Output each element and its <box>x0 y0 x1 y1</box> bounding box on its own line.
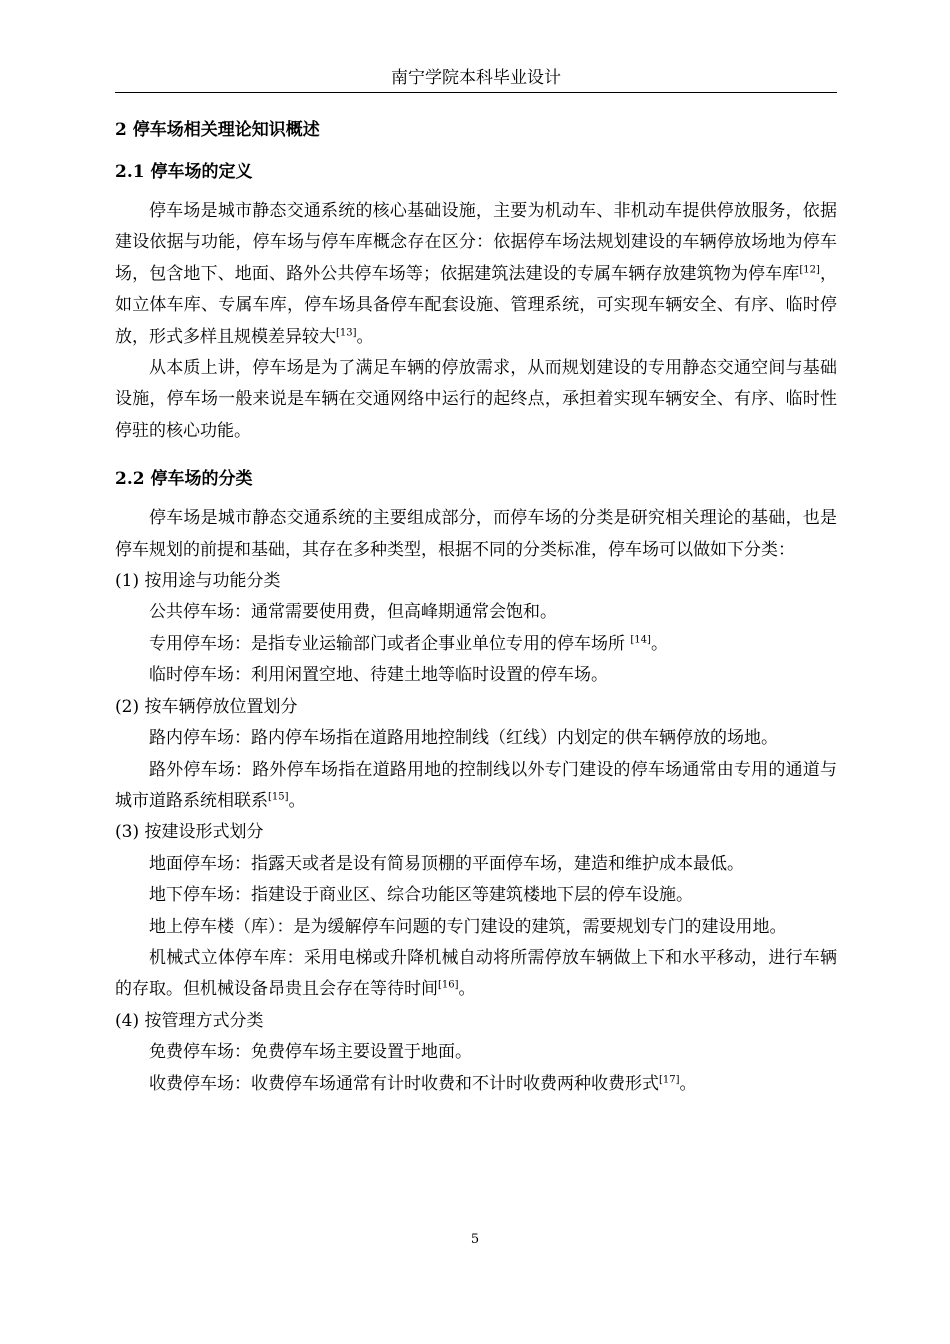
page-number: 5 <box>470 1232 480 1247</box>
category-2-item-offstreet <box>115 755 837 818</box>
section-title-definition: 2.1 停车场的定义 <box>115 162 253 182</box>
text: 收费停车场：收费停车场通常有计时收费和不计时收费两种收费形式 <box>149 1073 659 1094</box>
section-title-classification: 2.2 停车场的分类 <box>115 469 253 490</box>
text: 。 <box>458 979 476 1000</box>
category-4-item-paid <box>115 1069 837 1100</box>
citation-17[interactable]: [17] <box>659 1073 680 1085</box>
category-3-item-underground: 地下停车场：指建设于商业区、综合功能区等建筑楼地下层的停车设施。 <box>149 885 693 906</box>
page-body <box>115 112 837 1100</box>
text: 停车场是城市静态交通系统的核心基础设施，主要为机动车、非机动车提供停放服务，依据建设依据与功能，停车场与停车库概念存在区分：依据停车场法规划建设的车辆停放场地为停车场，包含地下、地面、路外公共停车场等；依据建筑法建设的专属车辆存放建筑物为停车库 <box>115 201 837 284</box>
citation-13[interactable]: [13] <box>336 326 357 338</box>
category-2-item-onstreet: 路内停车场：路内停车场指在道路用地控制线（红线）内划定的供车辆停放的场地。 <box>149 728 778 749</box>
text: 。 <box>650 633 668 654</box>
citation-16[interactable]: [16] <box>438 979 459 991</box>
paragraph-definition-1 <box>115 196 837 353</box>
category-1-heading: (1) 按用途与功能分类 <box>115 571 281 592</box>
category-1-item-temporary: 临时停车场：利用闲置空地、待建土地等临时设置的停车场。 <box>149 665 608 686</box>
category-3-item-surface: 地面停车场：指露天或者是设有简易顶棚的平面停车场，建造和维护成本最低。 <box>149 853 744 874</box>
text: 。 <box>356 326 374 347</box>
citation-15[interactable]: [15] <box>268 791 289 803</box>
category-1-item-private <box>115 629 837 660</box>
text: ，如立体车库、专属车库，停车场具备停车配套设施、管理系统，可实现车辆安全、有序、临时停放，形式多样且规模差异较大 <box>115 263 837 347</box>
category-2-heading: (2) 按车辆停放位置划分 <box>115 696 298 717</box>
text: 。 <box>679 1073 697 1094</box>
text: 机械式立体停车库：采用电梯或升降机械自动将所需停放车辆做上下和水平移动，进行车辆的存取。但机械设备昂贵且会存在等待时间 <box>115 947 837 1000</box>
category-1-item-public: 公共停车场：通常需要使用费，但高峰期通常会饱和。 <box>149 602 557 623</box>
category-4-heading: (4) 按管理方式分类 <box>115 1010 264 1031</box>
paragraph-classification-intro: 停车场是城市静态交通系统的主要组成部分，而停车场的分类是研究相关理论的基础，也是停车规划的前提和基础，其存在多种类型，根据不同的分类标准，停车场可以做如下分类： <box>115 508 837 560</box>
text: 专用停车场：是指专业运输部门或者企事业单位专用的停车场所 <box>149 633 631 654</box>
chapter-title: 2 停车场相关理论知识概述 <box>115 120 320 140</box>
page-header: 南宁学院本科毕业设计 <box>391 68 561 88</box>
citation-12[interactable]: [12] <box>799 264 820 276</box>
category-4-item-free: 免费停车场：免费停车场主要设置于地面。 <box>149 1042 472 1063</box>
text: 路外停车场：路外停车场指在道路用地的控制线以外专门建设的停车场通常由专用的通道与城市道路系统相联系 <box>115 759 837 811</box>
category-3-item-garage: 地上停车楼（库）：是为缓解停车问题的专门建设的建筑，需要规划专门的建设用地。 <box>149 916 787 937</box>
text: 。 <box>288 790 306 811</box>
category-3-heading: (3) 按建设形式划分 <box>115 822 264 843</box>
category-3-item-mechanical <box>115 943 837 1006</box>
citation-14[interactable]: [14] <box>630 634 651 646</box>
header-rule <box>115 92 837 93</box>
paragraph-definition-2: 从本质上讲，停车场是为了满足车辆的停放需求，从而规划建设的专用静态交通空间与基础设施，停车场一般来说是车辆在交通网络中运行的起终点，承担着实现车辆安全、有序、临时性停驻的核心功能。 <box>115 358 837 441</box>
